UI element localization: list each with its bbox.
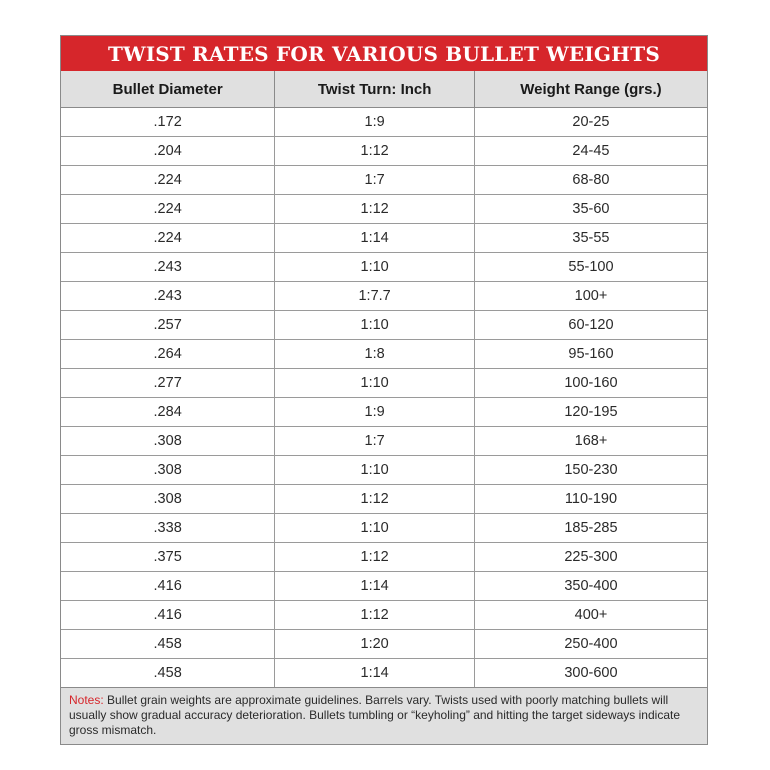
- cell-bullet-diameter: .224: [61, 224, 275, 253]
- cell-weight-range: 168+: [474, 427, 707, 456]
- cell-weight-range: 35-60: [474, 195, 707, 224]
- cell-bullet-diameter: .277: [61, 369, 275, 398]
- cell-bullet-diameter: .458: [61, 659, 275, 688]
- cell-twist-turn: 1:12: [275, 137, 475, 166]
- cell-twist-turn: 1:12: [275, 601, 475, 630]
- cell-weight-range: 55-100: [474, 253, 707, 282]
- cell-twist-turn: 1:12: [275, 195, 475, 224]
- cell-weight-range: 20-25: [572, 114, 610, 130]
- cell-weight-range: 100-160: [474, 369, 707, 398]
- column-header-weight-range: Weight Range (grs.): [474, 71, 707, 108]
- table-row: [61, 108, 707, 137]
- table-row: [61, 224, 707, 253]
- notes-footer: [61, 687, 707, 744]
- cell-weight-range: 150-230: [474, 456, 707, 485]
- cell-twist-turn: 1:10: [275, 253, 475, 282]
- notes-label: Notes:: [69, 693, 104, 707]
- table-row: [61, 282, 707, 311]
- column-header-twist-turn: Twist Turn: Inch: [275, 71, 475, 108]
- cell-twist-turn: 1:10: [275, 311, 475, 340]
- cell-bullet-diameter: .172: [61, 108, 275, 137]
- cell-bullet-diameter: .416: [61, 572, 275, 601]
- cell-weight-range: 120-195: [474, 398, 707, 427]
- cell-twist-turn: 1:14: [275, 224, 475, 253]
- cell-weight-range: 35-55: [474, 224, 707, 253]
- cell-weight-range: 250-400: [474, 630, 707, 659]
- cell-bullet-diameter: .338: [61, 514, 275, 543]
- cell-twist-turn: 1:8: [275, 340, 475, 369]
- cell-twist-turn: 1:9: [275, 398, 475, 427]
- table-row: [61, 427, 707, 456]
- cell-weight-range: 300-600: [474, 659, 707, 688]
- cell-bullet-diameter: .224: [61, 195, 275, 224]
- table-row: [61, 137, 707, 166]
- table-row: [61, 253, 707, 282]
- table-row: [61, 195, 707, 224]
- cell-twist-turn: 1:12: [275, 543, 475, 572]
- cell-weight-range: 185-285: [474, 514, 707, 543]
- table-row: [61, 398, 707, 427]
- cell-weight-range: 350-400: [474, 572, 707, 601]
- table-row: [61, 311, 707, 340]
- cell-twist-turn: 1:12: [275, 485, 475, 514]
- cell-bullet-diameter: .243: [61, 253, 275, 282]
- cell-twist-turn: 1:7: [275, 427, 475, 456]
- cell-bullet-diameter: .416: [61, 601, 275, 630]
- table-row: [61, 543, 707, 572]
- cell-bullet-diameter: .284: [61, 398, 275, 427]
- notes-text: Bullet grain weights are approximate guidelines. Barrels vary. Twists used with poorly matching bullets will usually show gradual accuracy deterioration. Bullets tumbling or “keyholing” and hitting the target sideways indicate gross mismatch.: [69, 693, 680, 737]
- cell-weight-range: 110-190: [474, 485, 707, 514]
- cell-bullet-diameter: .308: [61, 485, 275, 514]
- cell-twist-turn: 1:7: [275, 166, 475, 195]
- cell-twist-turn: 1:7.7: [275, 282, 475, 311]
- cell-bullet-diameter: .204: [61, 137, 275, 166]
- cell-bullet-diameter: .264: [61, 340, 275, 369]
- cell-bullet-diameter: .243: [61, 282, 275, 311]
- cell-bullet-diameter: .257: [61, 311, 275, 340]
- table-row: [61, 369, 707, 398]
- table-row: [61, 572, 707, 601]
- table-row: [61, 659, 707, 688]
- table-body: [61, 108, 707, 688]
- cell-twist-turn: 1:9: [275, 108, 475, 137]
- table-row: [61, 630, 707, 659]
- cell-bullet-diameter: .375: [61, 543, 275, 572]
- cell-bullet-diameter: .458: [61, 630, 275, 659]
- cell-twist-turn: 1:14: [275, 659, 475, 688]
- column-header-bullet-diameter: Bullet Diameter: [61, 71, 275, 108]
- table-row: [61, 340, 707, 369]
- table-row: [61, 485, 707, 514]
- cell-bullet-diameter: .224: [61, 166, 275, 195]
- table-row: [61, 166, 707, 195]
- twist-rate-table: [61, 71, 707, 687]
- cell-weight-range: 68-80: [474, 166, 707, 195]
- table-title: TWIST RATES FOR VARIOUS BULLET WEIGHTS: [61, 36, 707, 71]
- cell-weight-range: 400+: [474, 601, 707, 630]
- table-row: [61, 456, 707, 485]
- twist-rate-table-card: [60, 35, 708, 745]
- cell-bullet-diameter: .308: [61, 427, 275, 456]
- cell-twist-turn: 1:10: [275, 514, 475, 543]
- cell-twist-turn: 1:14: [275, 572, 475, 601]
- cell-weight-range: 100+: [474, 282, 707, 311]
- cell-twist-turn: 1:10: [275, 456, 475, 485]
- cell-twist-turn: 1:10: [275, 369, 475, 398]
- table-row: [61, 601, 707, 630]
- cell-weight-range: 60-120: [474, 311, 707, 340]
- cell-bullet-diameter: .308: [61, 456, 275, 485]
- table-row: [61, 514, 707, 543]
- cell-twist-turn: 1:20: [275, 630, 475, 659]
- cell-weight-range: 95-160: [474, 340, 707, 369]
- header-row: [61, 71, 707, 108]
- cell-weight-range: 24-45: [474, 137, 707, 166]
- cell-weight-range: 225-300: [474, 543, 707, 572]
